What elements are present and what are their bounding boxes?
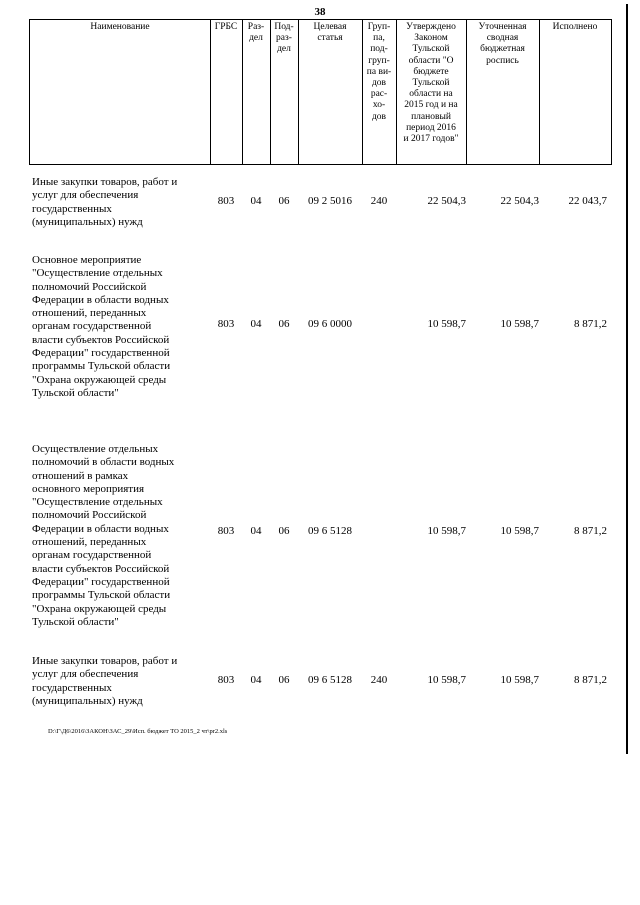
row-ispolneno: 8 871,2 xyxy=(574,674,607,686)
row-razdel: 04 xyxy=(250,525,262,537)
table-header-bottom-border xyxy=(29,164,612,165)
row-celevaya-statya: 09 2 5016 xyxy=(308,195,352,207)
row-grbs: 803 xyxy=(217,525,235,537)
header-naimenovanie: Наименование xyxy=(90,22,150,32)
table-top-border xyxy=(29,19,612,20)
row-razdel: 04 xyxy=(250,195,262,207)
row-name: Иные закупки товаров, работ и услуг для обеспечения государственных (муниципальных) нужд xyxy=(32,655,178,707)
column-divider xyxy=(611,19,612,164)
row-celevaya-statya: 09 6 0000 xyxy=(308,318,352,330)
column-divider xyxy=(539,19,540,164)
row-ispolneno: 8 871,2 xyxy=(574,525,607,537)
header-utverzhdeno: Утверждено Законом Тульской области "О бюджете Тульской области на 2015 год и на плановый период 2016 и 2017 годов" xyxy=(403,22,459,145)
header-grbs: ГРБС xyxy=(214,22,238,32)
row-grbs: 803 xyxy=(217,674,235,686)
row-ispolneno: 8 871,2 xyxy=(574,318,607,330)
header-ispolneno: Исполнено xyxy=(552,22,598,32)
row-utochnennaya: 10 598,7 xyxy=(500,525,539,537)
header-gruppa: Груп- па, под- груп- па ви- дов рас- хо- дов xyxy=(366,22,392,122)
row-podrazdel: 06 xyxy=(278,195,290,207)
row-name: Основное мероприятие "Осуществление отдельных полномочий Российской Федерации в области водных отношений, переданных органам государственной власти субъектов Российской Федерации" государственной программы Тульской области "Охрана окружающей среды Тульской области" xyxy=(32,254,171,399)
row-podrazdel: 06 xyxy=(278,525,290,537)
row-utverzhdeno: 10 598,7 xyxy=(427,674,466,686)
row-utverzhdeno: 10 598,7 xyxy=(427,318,466,330)
header-utochnennaya: Уточненная сводная бюджетная роспись xyxy=(478,22,527,66)
row-utochnennaya: 10 598,7 xyxy=(500,674,539,686)
row-celevaya-statya: 09 6 5128 xyxy=(308,674,352,686)
column-divider xyxy=(210,19,211,164)
row-name: Осуществление отдельных полномочий в области водных отношений в рамках основного мероприятия "Осуществление отдельных полномочий Российской Федерации в области водных отношений, переданных органам государственной власти субъектов Российской Федерации" государственной программы Тульской области "Охрана окружающей среды Тульской области" xyxy=(32,443,175,628)
row-gruppa: 240 xyxy=(370,195,388,207)
row-razdel: 04 xyxy=(250,674,262,686)
page-number: 38 xyxy=(314,6,326,18)
row-podrazdel: 06 xyxy=(278,674,290,686)
header-podrazdel: Под- раз- дел xyxy=(274,22,294,55)
scan-edge-line xyxy=(626,4,628,754)
column-divider xyxy=(29,19,30,164)
row-grbs: 803 xyxy=(217,318,235,330)
row-celevaya-statya: 09 6 5128 xyxy=(308,525,352,537)
row-name: Иные закупки товаров, работ и услуг для обеспечения государственных (муниципальных) нужд xyxy=(32,176,178,228)
row-utverzhdeno: 22 504,3 xyxy=(427,195,466,207)
header-razdel: Раз- дел xyxy=(247,22,265,44)
row-utochnennaya: 10 598,7 xyxy=(500,318,539,330)
row-razdel: 04 xyxy=(250,318,262,330)
row-utochnennaya: 22 504,3 xyxy=(500,195,539,207)
row-gruppa: 240 xyxy=(370,674,388,686)
header-celevaya-statya: Целевая статья xyxy=(313,22,347,44)
file-path-footer: D:\Г\Д6\2016\ЗАКОН\ЗАС_29\Исп. бюджет ТО 2015_2 чт\pr2.xls xyxy=(48,728,228,735)
row-ispolneno: 22 043,7 xyxy=(568,195,607,207)
row-podrazdel: 06 xyxy=(278,318,290,330)
row-utverzhdeno: 10 598,7 xyxy=(427,525,466,537)
row-grbs: 803 xyxy=(217,195,235,207)
